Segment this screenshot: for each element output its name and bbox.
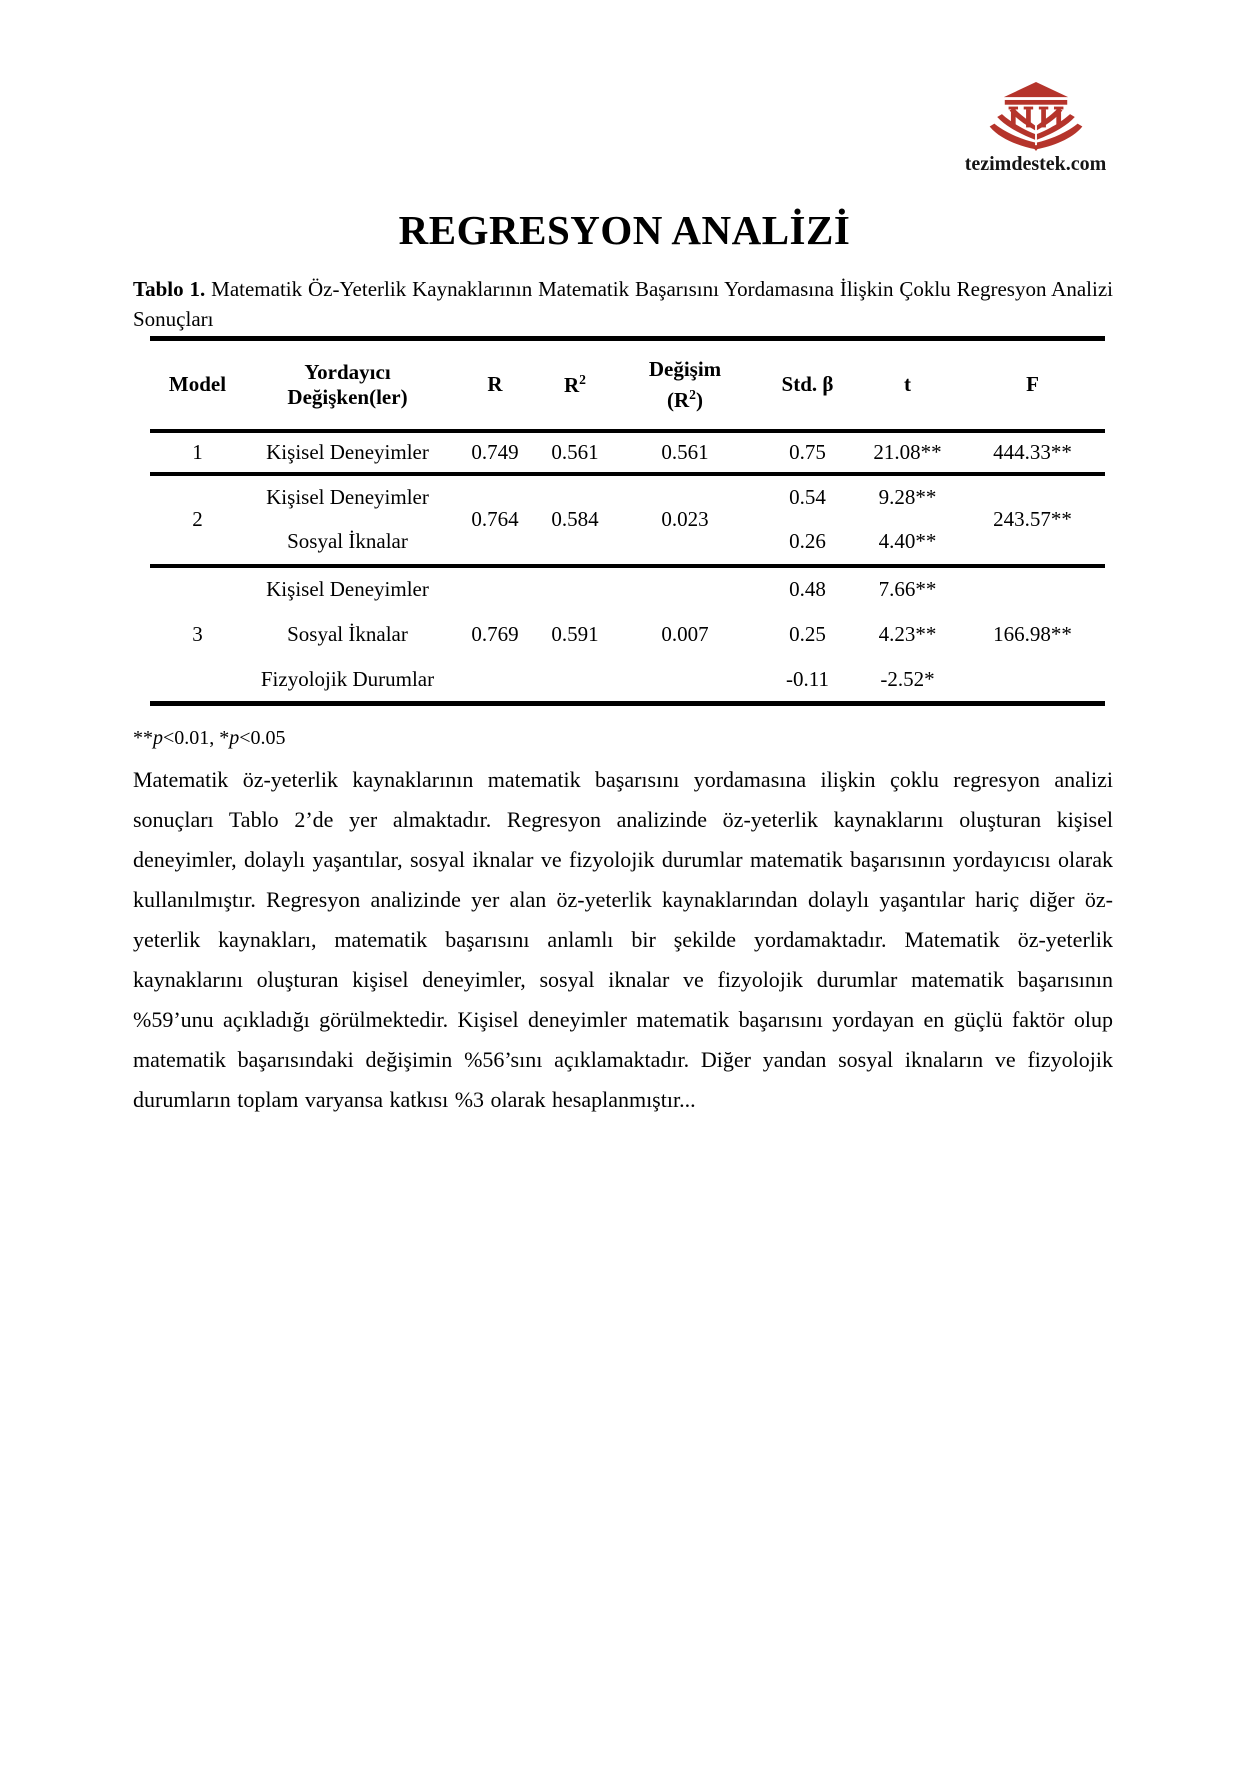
model-3-row [150, 566, 1105, 612]
footnote-p: p [153, 727, 163, 749]
cell-f: 243.57** [960, 474, 1105, 566]
header-change-line1: Değişim [648, 356, 722, 381]
cell-change: 0.561 [661, 439, 709, 464]
header-change [610, 339, 760, 431]
cell-r: 0.769 [450, 566, 540, 704]
cell-predictor: Kişisel Deneyimler [245, 566, 450, 612]
cell-beta: 0.54 [760, 474, 855, 520]
model-1-row [150, 431, 1105, 474]
footnote-p: p [229, 727, 240, 749]
logo-site-text: tezimdestek.com [964, 153, 1107, 175]
header-r2-base: R [564, 372, 580, 397]
cell-f: 444.33** [993, 439, 1072, 464]
header-predictor-line1: Yordayıcı [304, 359, 391, 384]
footnote-condition: <0.01, [163, 727, 220, 749]
cell-t: 9.28** [855, 474, 960, 520]
cell-predictor: Fizyolojik Durumlar [260, 666, 435, 691]
body-paragraph: Matematik öz-yeterlik kaynaklarının matematik başarısını yordamasına ilişkin çoklu regresyon analizi sonuçları Tablo 2’de yer almaktadır. Regresyon analizinde öz-yeterlik kaynaklarını oluşturan kişisel deneyimler, dolaylı yaşantılar, sosyal iknalar ve fizyolojik durumlar matematik başarısının yordayıcısı olarak kullanılmıştır. Regresyon analizinde yer alan öz-yeterlik kaynaklarından dolaylı yaşantılar hariç diğer öz-yeterlik kaynakları, matematik başarısını anlamlı bir şekilde yordamaktadır. Matematik öz-yeterlik kaynaklarını oluşturan kişisel deneyimler, sosyal iknalar ve fizyolojik durumlar matematik başarısının %59’unu açıkladığı görülmektedir. Kişisel deneyimler matematik başarısını yordayan en güçlü faktör olup matematik başarısındaki değişimin %56’sını açıklamaktadır. Diğer yandan sosyal iknaların ve fizyolojik durumların toplam varyansa katkısı %3 olarak hesaplanmıştır... [133, 767, 1113, 1112]
cell-change: 0.023 [610, 474, 760, 566]
header-r: R [450, 339, 540, 431]
cell-predictor: Kişisel Deneyimler [266, 439, 429, 464]
footnote-star: * [219, 727, 230, 749]
header-f: F [960, 339, 1105, 431]
cell-beta: 0.26 [789, 529, 826, 553]
cell-beta: -0.11 [786, 666, 829, 691]
temple-book-logo-icon [988, 82, 1084, 152]
table-caption [133, 274, 1113, 334]
cell-r: 0.749 [471, 439, 519, 464]
cell-t: 4.23** [878, 622, 937, 646]
tezimdestek-logo [958, 82, 1113, 176]
cell-predictor: Sosyal İknalar [287, 622, 408, 646]
header-change-close: ) [696, 387, 703, 412]
cell-t: -2.52* [880, 666, 935, 691]
cell-t: 21.08** [873, 439, 942, 464]
cell-r2: 0.591 [540, 566, 610, 704]
header-std-beta: Std. β [760, 339, 855, 431]
cell-model-1: 1 [192, 439, 203, 464]
table-caption-label: Tablo 1. [133, 277, 206, 301]
footnote-stars: ** [133, 727, 153, 749]
cell-r: 0.764 [450, 474, 540, 566]
regression-table [150, 336, 1105, 706]
model-2-row [150, 474, 1105, 520]
table-header-row [150, 339, 1105, 431]
header-predictor [245, 339, 450, 431]
cell-predictor: Sosyal İknalar [287, 529, 408, 553]
header-model: Model [150, 339, 245, 431]
cell-predictor: Kişisel Deneyimler [245, 474, 450, 520]
cell-change: 0.007 [610, 566, 760, 704]
cell-r2: 0.584 [540, 474, 610, 566]
cell-r2: 0.561 [551, 439, 599, 464]
cell-model-2: 2 [150, 474, 245, 566]
header-predictor-line2: Değişken(ler) [287, 384, 408, 409]
header-r2 [540, 339, 610, 431]
cell-model-3: 3 [150, 566, 245, 704]
page-title: REGRESYON ANALİZİ [398, 207, 851, 253]
table-caption-text: Matematik Öz-Yeterlik Kaynaklarının Matematik Başarısını Yordamasına İlişkin Çoklu Regresyon Analizi Sonuçları [133, 277, 1113, 331]
footnote-condition: <0.05 [239, 727, 286, 749]
cell-t: 4.40** [878, 529, 937, 553]
header-change-line2 [610, 382, 760, 413]
superscript-2: 2 [579, 371, 586, 387]
superscript-2: 2 [689, 386, 696, 402]
header-change-open: (R [667, 387, 690, 412]
table-footnote [133, 727, 286, 750]
cell-t: 7.66** [855, 566, 960, 612]
cell-beta: 0.48 [760, 566, 855, 612]
cell-f: 166.98** [960, 566, 1105, 704]
header-t: t [855, 339, 960, 431]
cell-beta: 0.75 [789, 439, 826, 464]
cell-beta: 0.25 [789, 622, 826, 646]
